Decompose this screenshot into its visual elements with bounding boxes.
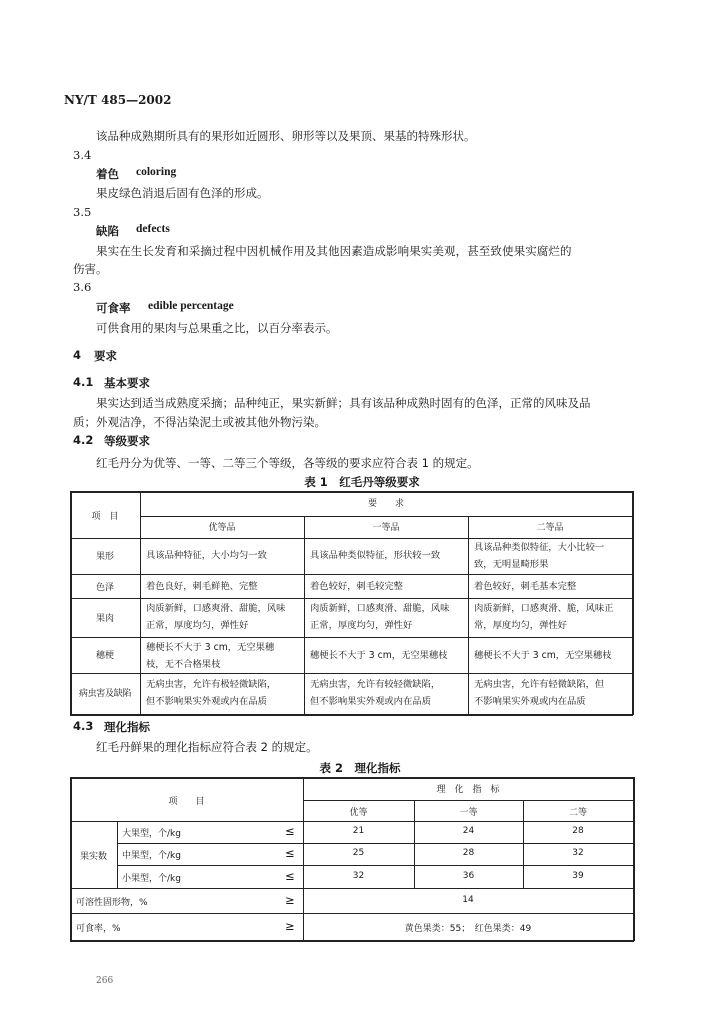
s35-definition-line1: 果实在生长发育和采摘过程中因机械作用及其他因素造成影响果实美观，甚至致使果实腐烂的 xyxy=(96,244,572,258)
s36-term-zh: 可食率 xyxy=(96,301,131,315)
table2-row-label: 大果型，个/kg xyxy=(122,829,181,839)
table1-cell: 正常，厚度均匀，弹性好 xyxy=(310,620,413,631)
table2-grade-first: 一等 xyxy=(459,808,478,818)
table2-row-operator: ≤ xyxy=(285,869,295,883)
table2-edible-operator: ≥ xyxy=(285,919,295,933)
s41-line2: 质；外观洁净，不得沾染泥土或被其他外物污染。 xyxy=(73,415,326,429)
table2-grade-premium: 优等 xyxy=(349,808,368,818)
s34-definition: 果皮绿色消退后固有色泽的形成。 xyxy=(96,186,269,200)
table1-cell: 但不影响果实外观或内在品质 xyxy=(146,696,267,707)
table1-row-label: 果形 xyxy=(95,552,114,562)
table1-cell: 穗梗长不大于 3 cm，无空果穗枝 xyxy=(310,650,448,661)
table1-cell: 着色较好，刺毛基本完整 xyxy=(474,581,577,592)
table1-cell: 穗梗长不大于 3 cm，无空果穗 xyxy=(146,642,275,653)
table1-row-label: 色泽 xyxy=(95,583,114,593)
table1-cell: 着色良好，刺毛鲜艳、完整 xyxy=(146,581,258,592)
table2-tss-value: 14 xyxy=(462,895,474,905)
s35-definition-line2: 伤害。 xyxy=(73,262,108,276)
s42-text: 红毛丹分为优等、一等、二等三个等级，各等级的要求应符合表 1 的规定。 xyxy=(96,456,479,470)
table2-group-label: 果实数 xyxy=(79,852,107,862)
table1-row-label: 穗梗 xyxy=(95,651,114,661)
table1-grade-premium: 优等品 xyxy=(208,523,236,533)
s41-number: 4.1 xyxy=(73,375,94,389)
table1-cell: 无病虫害，允许有轻微缺陷，但 xyxy=(474,679,605,690)
table2-value: 36 xyxy=(462,871,475,881)
s4-title: 要求 xyxy=(94,349,117,363)
s35-number: 3.5 xyxy=(73,205,92,219)
s33-text: 该品种成熟期所具有的果形如近圆形、卵形等以及果顶、果基的特殊形状。 xyxy=(96,129,476,143)
table2-value: 24 xyxy=(462,826,475,836)
s42-number: 4.2 xyxy=(73,433,94,447)
s4-number: 4 xyxy=(73,348,82,362)
table2-edible-value: 黄色果类：55； 红色果类：49 xyxy=(404,924,532,934)
table1-cell: 不影响果实外观或内在品质 xyxy=(474,696,586,707)
table2-col-index: 理 化 指 标 xyxy=(436,785,500,795)
s36-number: 3.6 xyxy=(73,280,92,294)
s41-title: 基本要求 xyxy=(104,376,150,390)
table2-caption: 表 2 理化指标 xyxy=(319,761,401,775)
table1-row-label: 果肉 xyxy=(95,614,114,624)
table1-cell: 枝，无不合格果枝 xyxy=(146,659,221,670)
table2-row-operator: ≤ xyxy=(285,846,295,860)
page-number: 266 xyxy=(96,976,114,986)
table2-value: 39 xyxy=(572,871,584,881)
table1-cell: 具该品种类似特征，形状较一致 xyxy=(310,550,441,561)
table2-tss-operator: ≥ xyxy=(285,893,295,907)
s34-term-en: coloring xyxy=(136,166,177,178)
table1-cell: 具该品种特征，大小均匀一致 xyxy=(146,550,267,561)
table1-grade-second: 二等品 xyxy=(536,523,564,533)
table1-cell: 但不影响果实外观或内在品质 xyxy=(310,696,431,707)
table1-col-item: 项 目 xyxy=(91,512,119,522)
table1-cell: 正常，厚度均匀，弹性好 xyxy=(146,620,249,631)
table2-tss-label: 可溶性固形物，% xyxy=(76,898,148,908)
table2-edible-label: 可食率，% xyxy=(76,924,121,934)
table1-row-label: 病虫害及缺陷 xyxy=(78,689,132,699)
standard-code: NY/T 485—2002 xyxy=(64,93,172,107)
s36-term-en: edible percentage xyxy=(148,300,234,312)
table1-caption: 表 1 红毛丹等级要求 xyxy=(304,475,420,489)
table1-cell: 着色较好，刺毛较完整 xyxy=(310,581,403,592)
s42-title: 等级要求 xyxy=(104,434,150,448)
s36-definition: 可供食用的果肉与总果重之比，以百分率表示。 xyxy=(96,321,338,335)
s35-term-en: defects xyxy=(136,223,170,235)
s34-number: 3.4 xyxy=(73,148,92,162)
table1-cell: 常，厚度均匀，弹性好 xyxy=(474,620,567,631)
s35-term-zh: 缺陷 xyxy=(96,224,119,238)
table1-cell: 肉质新鲜，口感爽滑、脆，风味正 xyxy=(474,603,614,614)
s43-number: 4.3 xyxy=(73,719,94,733)
s43-text: 红毛丹鲜果的理化指标应符合表 2 的规定。 xyxy=(96,740,318,754)
table2-value: 32 xyxy=(572,848,584,858)
table1-cell: 肉质新鲜，口感爽滑、甜脆，风味 xyxy=(310,603,450,614)
table1-grade-first: 一等品 xyxy=(372,523,400,533)
table2-value: 21 xyxy=(352,826,365,836)
table2-value: 28 xyxy=(572,826,584,836)
table2-value: 32 xyxy=(352,871,365,881)
table1-cell: 无病虫害，允许有极轻微缺陷， xyxy=(146,679,277,690)
table2-value: 28 xyxy=(462,848,475,858)
table1-cell: 穗梗长不大于 3 cm，无空果穗枝 xyxy=(474,650,612,661)
table2-col-item: 项 目 xyxy=(168,797,205,807)
table2-row-label: 小果型，个/kg xyxy=(122,874,181,884)
table1-cell: 致，无明显畸形果 xyxy=(474,559,549,570)
table1-cell: 具该品种类似特征，大小比较一 xyxy=(474,542,605,553)
s43-title: 理化指标 xyxy=(104,720,150,734)
table1-col-requirements: 要 求 xyxy=(367,499,404,509)
s41-line1: 果实达到适当成熟度采摘；品种纯正，果实新鲜；具有该品种成熟时固有的色泽，正常的风味及品 xyxy=(96,396,591,410)
table2-row-label: 中果型，个/kg xyxy=(122,851,181,861)
table1-cell: 无病虫害，允许有较轻微缺陷， xyxy=(310,679,441,690)
table2-value: 25 xyxy=(352,848,365,858)
table1-cell: 肉质新鲜，口感爽滑、甜脆，风味 xyxy=(146,603,286,614)
s34-term-zh: 着色 xyxy=(96,167,119,181)
table2-grade-second: 二等 xyxy=(568,808,587,818)
table2-row-operator: ≤ xyxy=(285,824,295,838)
